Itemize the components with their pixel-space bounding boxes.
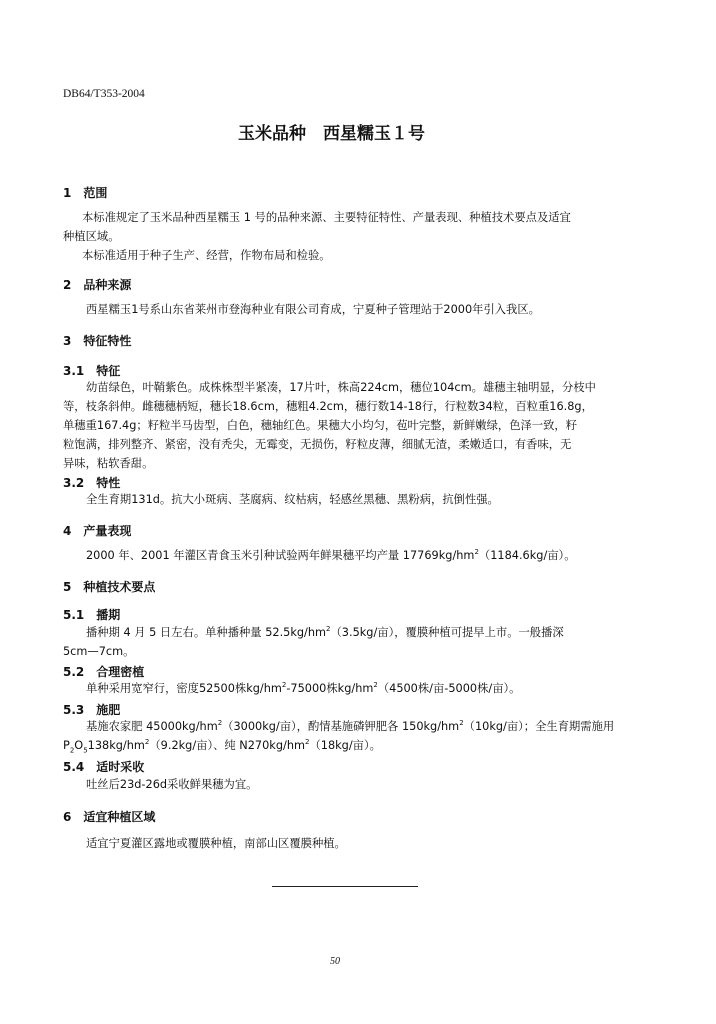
standard-code: DB64/T353-2004 bbox=[63, 88, 145, 100]
yield-line: 2000 年、2001 年灌区青食玉米引种试验两年鲜果穗平均产量 $17769kg/hm^2(1184.6kg/$亩）。 bbox=[86, 548, 576, 562]
section-1-heading: 1 范围 bbox=[63, 186, 108, 200]
subsection-5-3-heading: 5.3 施肥 bbox=[63, 703, 121, 717]
subsection-5-1-heading: 5.1 播期 bbox=[63, 608, 121, 622]
section-1-para-2: 本标准适用于种子生产、经营，作物布局和检验。 bbox=[82, 249, 331, 262]
features-line-3: 单穗重167.4g；籽粒半马齿型，白色，穗轴红色。果穗大小均匀，苞叶完整，新鲜嫩绿，色泽一致，籽 bbox=[63, 419, 577, 432]
sowing-line-1: 播种期 4 月 5 日左右。单种播种量 $52.5kg/hm^2(3.5kg/$亩），覆膜种植可提早上市。一般播深 bbox=[86, 625, 564, 639]
harvest-line: 吐丝后23d-26d采收鲜果穗为宜。 bbox=[86, 778, 258, 791]
document-title: 玉米品种 西星糯玉１号 bbox=[238, 124, 425, 144]
features-line-2: 等，枝条斜伸。雌穗穗柄短，穗长18.6cm，穗粗4.2cm，穗行数14-18行，行粒数34粒，百粒重16.8g， bbox=[63, 400, 593, 413]
subsection-5-4-heading: 5.4 适时采收 bbox=[63, 760, 145, 774]
sowing-line-2: 5cm—7cm。 bbox=[63, 645, 135, 658]
section-5-heading: 5 种植技术要点 bbox=[63, 580, 156, 594]
features-line-4: 粒饱满，排列整齐、紧密，没有秃尖，无霉变，无损伤，籽粒皮薄，细腻无渣，柔嫩适口，有香味，无 bbox=[63, 438, 572, 451]
subsection-3-2-heading: 3.2 特性 bbox=[63, 476, 121, 490]
subsection-3-1-heading: 3.1 特征 bbox=[63, 364, 121, 378]
subsection-5-2-heading: 5.2 合理密植 bbox=[63, 665, 145, 679]
section-3-heading: 3 特征特性 bbox=[63, 334, 132, 348]
region-line: 适宜宁夏灌区露地或覆膜种植，南部山区覆膜种植。 bbox=[86, 837, 346, 850]
section-6-heading: 6 适宜种植区域 bbox=[63, 810, 156, 824]
page-number: 50 bbox=[330, 956, 340, 967]
end-rule bbox=[272, 886, 418, 887]
section-4-heading: 4 产量表现 bbox=[63, 524, 132, 538]
traits-line: 全生育期131d。抗大小斑病、茎腐病、纹枯病，轻感丝黑穗、黑粉病，抗倒性强。 bbox=[86, 493, 499, 506]
fertilizer-line-2: $P_2O_5138kg/hm^2(9.2kg/$亩）、纯 $N270kg/hm^2(18kg/$亩）。 bbox=[63, 738, 381, 755]
features-line-1: 幼苗绿色，叶鞘紫色。成株株型半紧凑，17片叶，株高224cm，穗位104cm。雄穗主轴明显，分枝中 bbox=[86, 381, 596, 394]
section-2-heading: 2 品种来源 bbox=[63, 278, 132, 292]
section-1-para-1-cont: 种植区域。 bbox=[63, 230, 120, 243]
section-2-para: 西星糯玉1号系山东省莱州市登海种业有限公司育成，宁夏种子管理站于2000年引入我区。 bbox=[86, 303, 540, 316]
fertilizer-line-1: 基施农家肥 $45000kg/hm^2(3000kg/$亩），酌情基施磷钾肥各 $150kg/hm^2(10kg/$亩）；全生育期需施用 bbox=[86, 719, 615, 733]
section-1-para-1: 本标准规定了玉米品种西星糯玉 1 号的品种来源、主要特征特性、产量表现、种植技术要点及适宜 bbox=[82, 211, 571, 224]
features-line-5: 异味，粘软香甜。 bbox=[63, 457, 154, 470]
density-line: 单种采用宽窄行，密度52500株$kg/hm^2-75000$株$kg/hm^2(4500$株/亩-5000株/亩）。 bbox=[86, 681, 521, 695]
